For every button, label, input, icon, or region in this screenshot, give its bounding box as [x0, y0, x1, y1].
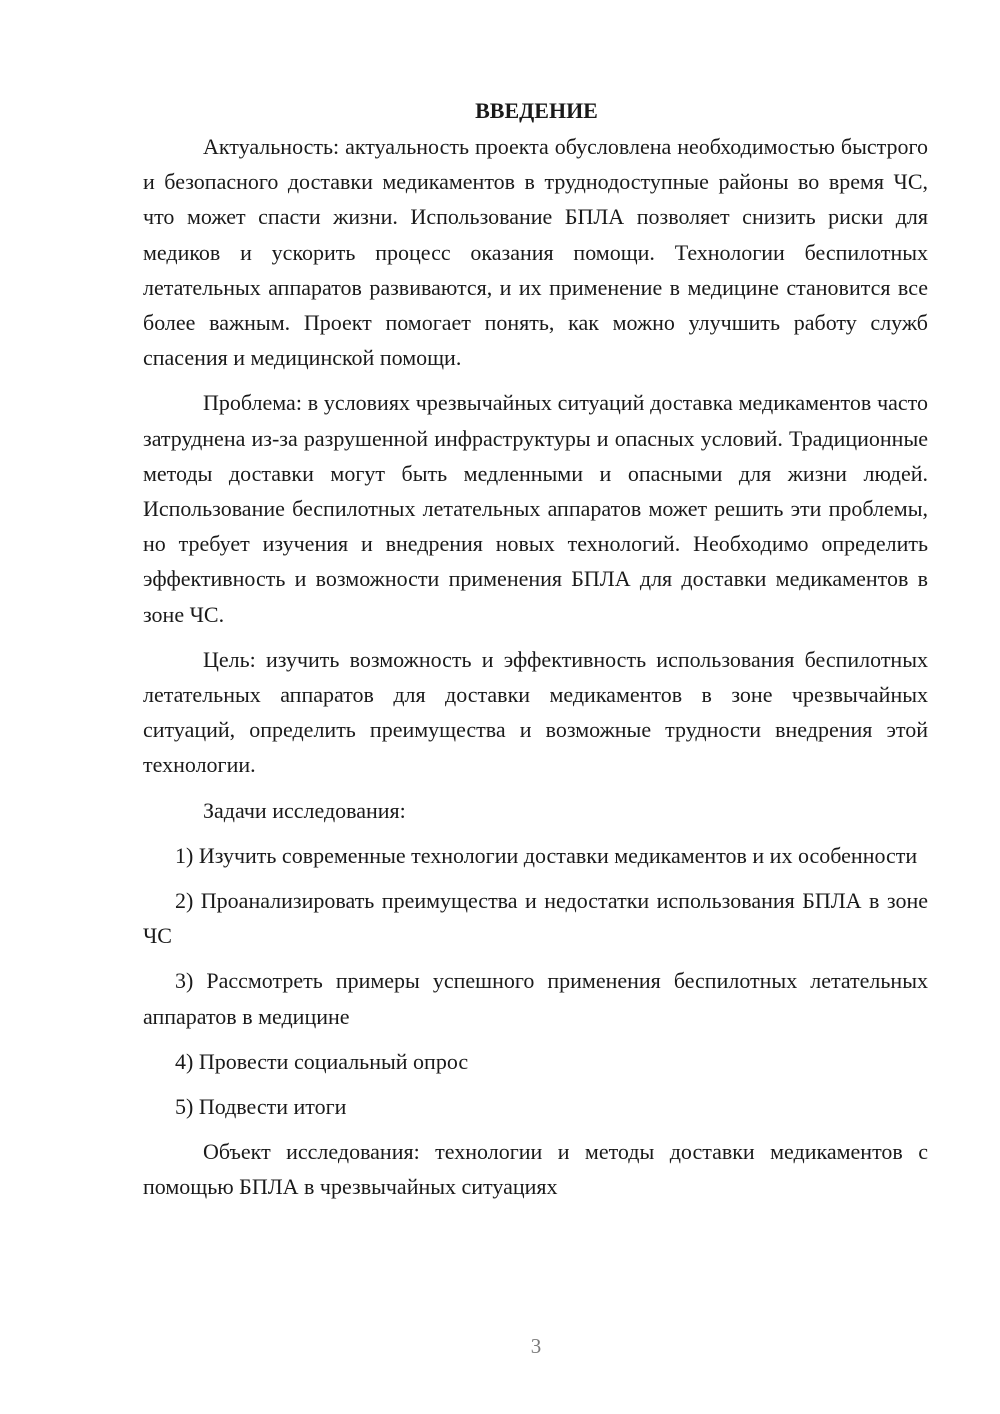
- task-item: 5) Подвести итоги: [175, 1094, 347, 1120]
- page-number: 3: [530, 1334, 542, 1358]
- tasks-heading: Задачи исследования:: [203, 797, 406, 823]
- object-paragraph: Объект исследования: технологии и методы доставки медикаментов с помощью БПЛА в чрезвычайных ситуациях: [143, 1139, 928, 1200]
- task-item: 4) Провести социальный опрос: [175, 1048, 469, 1074]
- relevance-paragraph: Актуальность: актуальность проекта обусловлена необходимостью быстрого и безопасного доставки медикаментов в труднодоступные районы во время ЧС, что может спасти жизни. Использование БПЛА позволяет снизить риски для медиков и ускорить процесс оказания помощи. Технологии беспилотных летательных аппаратов развиваются, и их применение в медицине становится все более важным. Проект помогает понять, как можно улучшить работу служб спасения и медицинской помощи.: [143, 134, 928, 371]
- task-item: 1) Изучить современные технологии доставки медикаментов и их особенности: [175, 842, 918, 868]
- section-heading: ВВЕДЕНИЕ: [475, 98, 598, 123]
- document-page: [143, 96, 928, 1215]
- goal-paragraph: Цель: изучить возможность и эффективность использования беспилотных летательных аппаратов для доставки медикаментов в зоне чрезвычайных ситуаций, определить преимущества и возможные трудности внедрения этой технологии.: [143, 646, 928, 778]
- task-item: 3) Рассмотреть примеры успешного применения беспилотных летательных аппаратов в медицине: [143, 968, 928, 1029]
- problem-paragraph: Проблема: в условиях чрезвычайных ситуаций доставка медикаментов часто затруднена из-за разрушенной инфраструктуры и опасных условий. Традиционные методы доставки могут быть медленными и опасными для жизни людей. Использование беспилотных летательных аппаратов может решить эти проблемы, но требует изучения и внедрения новых технологий. Необходимо определить эффективность и возможности применения БПЛА для доставки медикаментов в зоне ЧС.: [143, 390, 928, 627]
- task-item: 2) Проанализировать преимущества и недостатки использования БПЛА в зоне ЧС: [143, 888, 928, 949]
